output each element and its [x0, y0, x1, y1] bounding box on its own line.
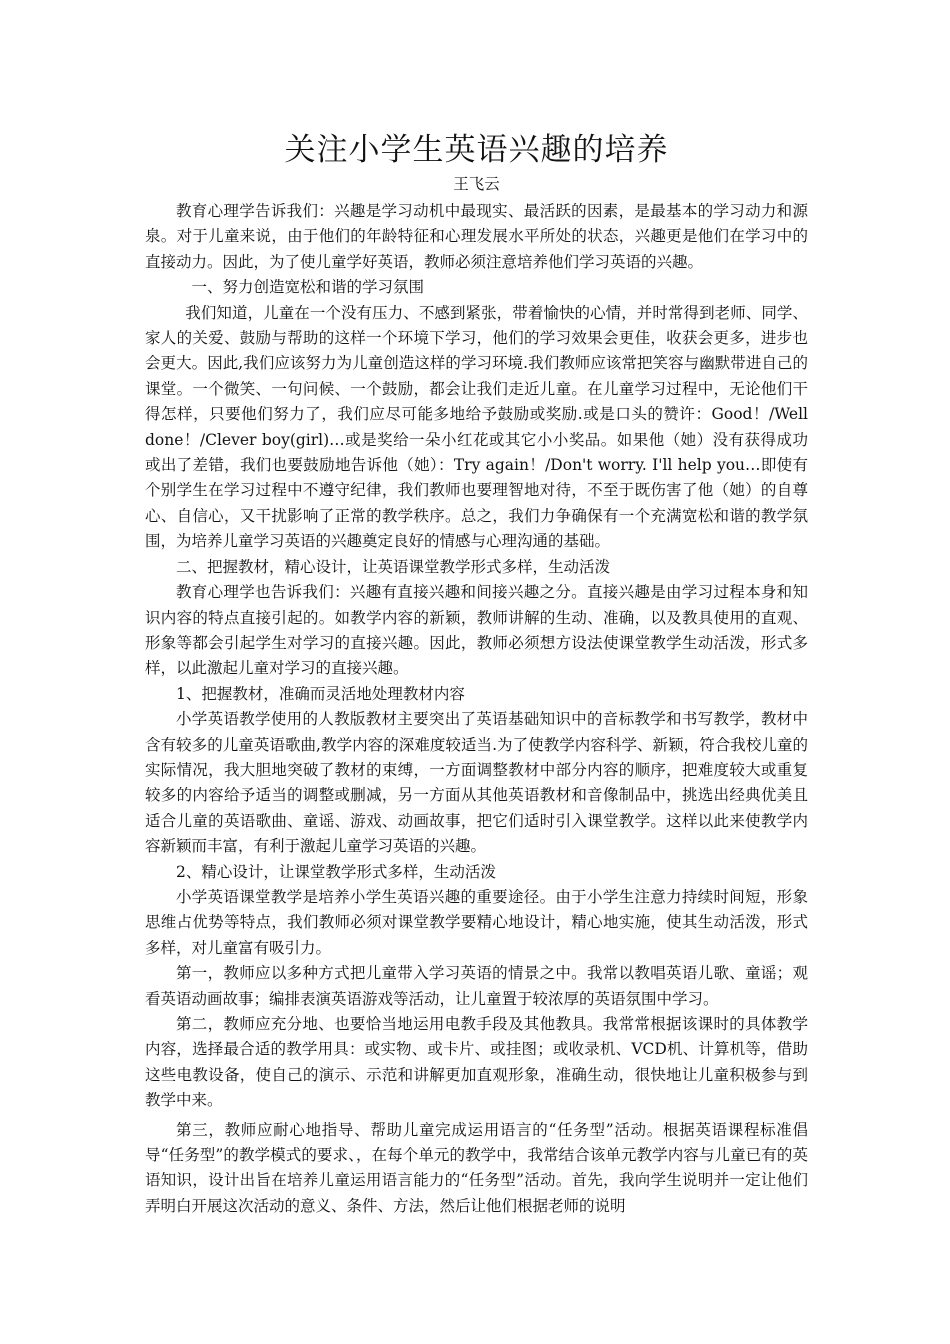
subsection-heading-2-1: 1、把握教材，准确而灵活地处理教材内容	[176, 684, 465, 703]
document-title: 关注小学生英语兴趣的培养	[284, 132, 669, 168]
section-heading-2: 二、把握教材，精心设计，让英语课堂教学形式多样，生动活泼	[176, 557, 611, 576]
paragraph-5: 第一，教师应以多种方式把儿童带入学习英语的情景之中。我常以教唱英语儿歌、童谣；观看英语动画故事；编排表演英语游戏等活动，让儿童置于较浓厚的英语氛围中学习。	[145, 964, 808, 1008]
document-page	[145, 128, 808, 1219]
paragraph-1: 我们知道，儿童在一个没有压力、不感到紧张，带着愉快的心情，并时常得到老师、同学、家人的关爱、鼓励与帮助的这样一个环境下学习，他们的学习效果会更佳，收获会更多，进步也会更大。因此,我们应该努力为儿童创造这样的学习环境.我们教师应该常把笑容与幽默带进自己的课堂。一个微笑、一句问候、一个鼓励，都会让我们走近儿童。在儿童学习过程中，无论他们干得怎样，只要他们努力了，我们应尽可能多地给予鼓励或奖励.或是口头的赞许：Good！/Well done！/Clever boy(girl)…或是奖给一朵小红花或其它小小奖品。如果他（她）没有获得成功或出了差错，我们也要鼓励地告诉他（她）：Try again！/Don't worry. I'll help you…即使有个别学生在学习过程中不遵守纪律，我们教师也要理智地对待，不至于既伤害了他（她）的自尊心、自信心，又干扰影响了正常的教学秩序。总之，我们力争确保有一个充满宽松和谐的教学氛围，为培养儿童学习英语的兴趣奠定良好的情感与心理沟通的基础。	[145, 303, 808, 551]
subsection-heading-2-2: 2、精心设计，让课堂教学形式多样，生动活泼	[176, 862, 496, 881]
paragraph-7: 第三，教师应耐心地指导、帮助儿童完成运用语言的“任务型”活动。根据英语课程标准倡导“任务型”的教学模式的要求、，在每个单元的教学中，我常结合该单元教学内容与儿童已有的英语知识，设计出旨在培养儿童运用语言能力的“任务型”活动。首先，我向学生说明并一定让他们弄明白开展这次活动的意义、条件、方法，然后让他们根据老师的说明	[145, 1120, 808, 1215]
section-heading-1: 一、努力创造宽松和谐的学习氛围	[191, 278, 425, 297]
intro-paragraph: 教育心理学告诉我们：兴趣是学习动机中最现实、最活跃的因素，是最基本的学习动力和源泉。对于儿童来说，由于他们的年龄特征和心理发展水平所处的状态，兴趣更是他们在学习中的直接动力。因此，为了使儿童学好英语，教师必须注意培养他们学习英语的兴趣。	[145, 202, 808, 271]
paragraph-2: 教育心理学也告诉我们：兴趣有直接兴趣和间接兴趣之分。直接兴趣是由学习过程本身和知识内容的特点直接引起的。如教学内容的新颖，教师讲解的生动、准确，以及教具使用的直观、形象等都会引起学生对学习的直接兴趣。因此，教师必须想方设法使课堂教学生动活泼，形式多样，以此激起儿童对学习的直接兴趣。	[145, 583, 808, 678]
paragraph-4: 小学英语课堂教学是培养小学生英语兴趣的重要途径。由于小学生注意力持续时间短，形象思维占优势等特点，我们教师必须对课堂教学要精心地设计，精心地实施，使其生动活泼，形式多样，对儿童富有吸引力。	[145, 887, 808, 957]
paragraph-3: 小学英语教学使用的人教版教材主要突出了英语基础知识中的音标教学和书写教学，教材中含有较多的儿童英语歌曲,教学内容的深难度较适当.为了使教学内容科学、新颖，符合我校儿童的实际情况，我大胆地突破了教材的束缚，一方面调整教材中部分内容的顺序，把难度较大或重复较多的内容给予适当的调整或删减，另一方面从其他英语教材和音像制品中，挑选出经典优美且适合儿童的英语歌曲、童谣、游戏、动画故事，把它们适时引入课堂教学。这样以此来使教学内容新颖而丰富，有利于激起儿童学习英语的兴趣。	[145, 710, 808, 856]
author-name: 王飞云	[453, 175, 500, 193]
paragraph-6: 第二，教师应充分地、也要恰当地运用电教手段及其他教具。我常常根据该课时的具体教学内容，选择最合适的教学用具：或实物、或卡片、或挂图；或收录机、VCD机、计算机等，借助这些电教设备，使自己的演示、示范和讲解更加直观形象，准确生动，很快地让儿童积极参与到教学中来。	[145, 1015, 808, 1110]
